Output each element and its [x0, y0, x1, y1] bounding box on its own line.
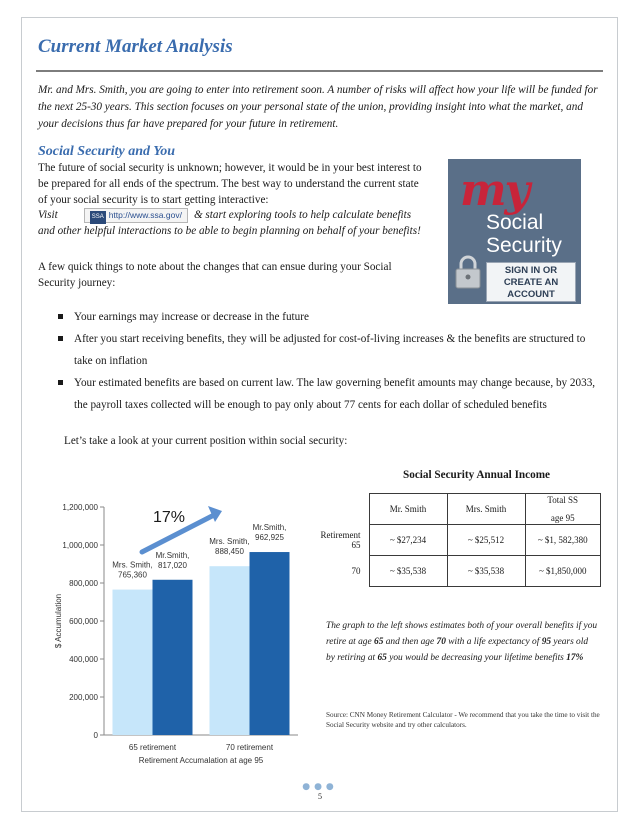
row-label-line1: Retirement — [320, 530, 361, 540]
table-row — [307, 556, 601, 587]
visit-paragraph — [38, 207, 428, 239]
bar-data-value: 962,925 — [255, 533, 284, 543]
note-text: The graph to the left shows estimates both of your overall benefits if you retire at age — [326, 621, 598, 647]
header-total — [525, 494, 601, 525]
sign-in-line-3: ACCOUNT — [507, 289, 555, 300]
cell-total: ~ $1,850,000 — [525, 556, 601, 587]
ssa-logo-icon: SSA — [90, 211, 106, 224]
title-divider — [36, 70, 603, 72]
bullet-item: Your earnings may increase or decrease in the future — [58, 306, 603, 328]
section-heading: Social Security and You — [38, 144, 176, 159]
cell-mr-smith: ~ $27,234 — [369, 525, 447, 556]
bar-mrs-smith — [113, 590, 153, 735]
cell-mrs-smith: ~ $25,512 — [447, 525, 525, 556]
y-tick-label: 600,000 — [69, 617, 98, 626]
bar-data-value: 888,450 — [215, 547, 244, 557]
note-value: 95 — [541, 637, 552, 647]
bar-data-label: Mr.Smith, — [252, 523, 287, 533]
journey-paragraph: A few quick things to note about the changes that can ensue during your Social Security journey: — [38, 261, 392, 289]
ssa-url: http://www.ssa.gov/ — [108, 209, 182, 220]
bullet-item: Your estimated benefits are based on current law. The law governing benefit amounts may change because, by 2033, the payroll taxes collected will be enough to pay only about 77 cents for each dollar of scheduled benefits — [58, 372, 603, 416]
cell-mr-smith: ~ $35,538 — [369, 556, 447, 587]
bar-data-label: Mrs. Smith, — [112, 560, 153, 570]
logo-my-text: my — [460, 165, 529, 216]
page-dots-ornament: ●●● — [302, 782, 338, 792]
y-axis-label: $ Accumulation — [54, 593, 63, 649]
x-tick-label: 65 retirement — [128, 743, 177, 752]
page-title: Current Market Analysis — [38, 36, 233, 57]
bar-data-label: Mr.Smith, — [155, 550, 190, 560]
note-value: 70 — [436, 637, 446, 647]
sign-in-button[interactable] — [486, 262, 576, 302]
y-tick-label: 200,000 — [69, 693, 98, 702]
note-text: and then age — [383, 637, 437, 647]
note-text: years old by retiring at — [326, 637, 589, 663]
intro-paragraph: Mr. and Mrs. Smith, you are going to enter into retirement soon. A number of risks will affect how your life will be funded for the next 25-30 years. This section focuses on your personal state of the union, providing insight into what the market, and your decisions thus far have prepared for your future in retirement. — [38, 84, 598, 130]
y-tick-label: 0 — [93, 731, 98, 740]
my-social-security-logo[interactable] — [448, 159, 581, 304]
y-tick-label: 800,000 — [69, 579, 98, 588]
padlock-icon — [453, 255, 483, 289]
retirement-bar-chart — [30, 500, 318, 770]
position-lead-text: Let’s take a look at your current position within social security: — [64, 435, 348, 447]
visit-label: Visit — [38, 209, 58, 221]
page-number: 5 — [318, 792, 322, 801]
bar-mr-smith — [250, 552, 290, 735]
sign-in-line-1: SIGN IN OR — [504, 265, 558, 276]
social-security-paragraph: The future of social security is unknown; however, it would be in your best interest to be prepared for all ends of the spectrum. The best way to understand the current state of your social security is to start getting interactive: — [38, 162, 422, 206]
x-axis-label: Retirement Accumalation at age 95 — [138, 756, 264, 765]
bar-mr-smith — [153, 580, 193, 735]
sign-in-line-2: CREATE AN — [503, 277, 559, 288]
logo-social-text: Social — [486, 211, 544, 234]
y-tick-label: 400,000 — [69, 655, 98, 664]
source-note: Source: CNN Money Retirement Calculator - We recommend that you take the time to visit the Social Security website and try other calculators. — [326, 711, 600, 729]
header-total-line2: age 95 — [550, 513, 575, 523]
income-table — [307, 493, 601, 587]
y-tick-label: 1,200,000 — [62, 503, 98, 512]
x-tick-label: 70 retirement — [225, 743, 274, 752]
table-header-row — [307, 494, 601, 525]
cell-mrs-smith: ~ $35,538 — [447, 556, 525, 587]
bullet-item: After you start receiving benefits, they will be adjusted for cost-of-living increases & the benefits are structured to take on inflation — [58, 328, 603, 372]
note-value: 65 — [377, 653, 387, 663]
bar-mrs-smith — [210, 566, 250, 735]
logo-security-text: Security — [486, 234, 562, 257]
row-label-line2: 65 — [351, 540, 361, 550]
note-text: you would be decreasing your lifetime benefits — [386, 653, 567, 663]
visit-rest: & start exploring tools to help calculate benefits and other helpful interactions to be able to begin planning on behalf of your benefits! — [38, 209, 421, 237]
header-mr-smith: Mr. Smith — [369, 494, 447, 525]
notes-bullet-list — [58, 306, 603, 416]
note-text: with a life expectancy of — [445, 637, 542, 647]
bar-data-label: Mrs. Smith, — [209, 537, 250, 547]
note-value: 65 — [374, 637, 384, 647]
percent-annotation: 17% — [152, 509, 186, 526]
bar-data-value: 765,360 — [118, 570, 147, 580]
table-row — [307, 525, 601, 556]
header-total-line1: Total SS — [547, 495, 579, 505]
graph-explanation — [326, 618, 598, 666]
header-mrs-smith: Mrs. Smith — [447, 494, 525, 525]
cell-total: ~ $1, 582,380 — [525, 525, 601, 556]
row-label: 70 — [351, 566, 361, 576]
y-tick-label: 1,000,000 — [62, 541, 98, 550]
bar-data-value: 817,020 — [158, 560, 187, 570]
table-title: Social Security Annual Income — [403, 469, 550, 481]
ssa-website-link[interactable] — [84, 208, 188, 223]
note-value: 17% — [566, 653, 584, 663]
